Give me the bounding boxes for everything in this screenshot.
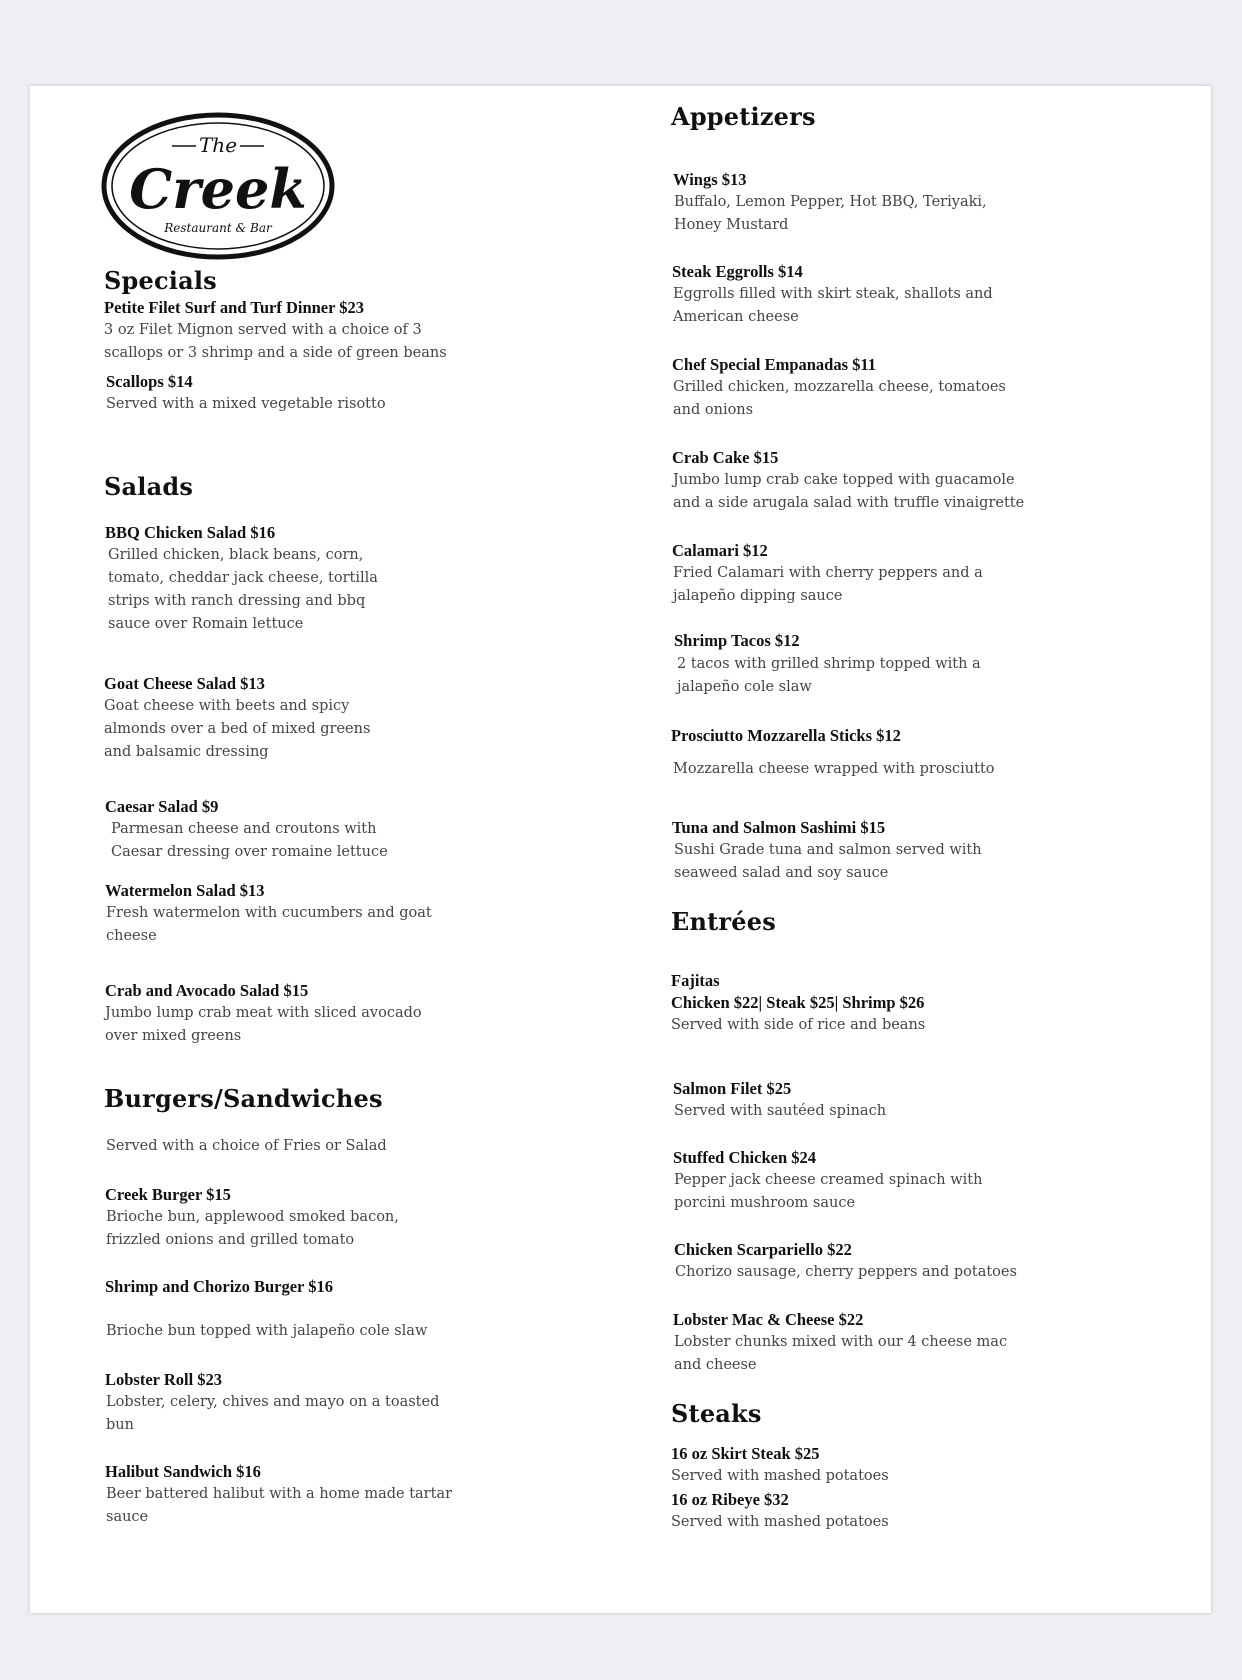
item-desc: Fried Calamari with cherry peppers and a jalapeño dipping sauce: [673, 565, 983, 604]
section-title-burgers: Burgers/Sandwiches: [104, 1084, 383, 1113]
logo-sub-text: Restaurant & Bar: [164, 221, 272, 235]
section-title-entrees: Entrées: [671, 907, 776, 936]
item-desc: Buffalo, Lemon Pepper, Hot BBQ, Teriyaki, Honey Mustard: [674, 194, 987, 233]
item-name: Watermelon Salad $13: [105, 881, 265, 900]
item-desc: Lobster chunks mixed with our 4 cheese mac and cheese: [674, 1334, 1008, 1373]
item-name: Caesar Salad $9: [105, 797, 219, 816]
menu-item: [105, 1184, 399, 1252]
item-desc: Brioche bun, applewood smoked bacon, frizzled onions and grilled tomato: [106, 1209, 399, 1248]
item-desc: Chorizo sausage, cherry peppers and potatoes: [675, 1264, 1017, 1280]
menu-item: [105, 1369, 439, 1437]
menu-item: [673, 1309, 1007, 1377]
item-name: Goat Cheese Salad $13: [104, 674, 265, 693]
item-name: Petite Filet Surf and Turf Dinner $23: [104, 298, 365, 317]
menu-item: [672, 817, 982, 885]
section-title-specials: Specials: [104, 266, 217, 295]
item-name: Crab and Avocado Salad $15: [105, 981, 309, 1000]
section-burgers: [104, 1084, 383, 1113]
item-name: Chicken Scarpariello $22: [674, 1240, 852, 1259]
item-desc: 2 tacos with grilled shrimp topped with a jalapeño cole slaw: [677, 656, 981, 695]
menu-item: [673, 1147, 982, 1215]
item-desc: Served with mashed potatoes: [671, 1514, 889, 1530]
menu-item: [672, 447, 1024, 515]
menu-item: [672, 540, 983, 608]
item-name: Tuna and Salmon Sashimi $15: [672, 818, 886, 837]
item-desc: Served with sautéed spinach: [674, 1103, 887, 1119]
burgers-note: Served with a choice of Fries or Salad: [106, 1138, 387, 1154]
menu-item: [104, 297, 447, 365]
menu-item: [672, 261, 993, 329]
item-name: Fajitas: [671, 971, 720, 990]
section-salads: [104, 472, 193, 501]
item-desc: 3 oz Filet Mignon served with a choice of 3 scallops or 3 shrimp and a side of green beans: [104, 322, 447, 361]
item-desc: Grilled chicken, mozzarella cheese, tomatoes and onions: [673, 379, 1006, 418]
item-desc: Served with mashed potatoes: [671, 1468, 889, 1484]
menu-item: [104, 673, 370, 764]
menu-page: [30, 86, 1211, 1613]
fajitas-prices: Chicken $22| Steak $25| Shrimp $26: [671, 993, 925, 1012]
item-desc: Brioche bun topped with jalapeño cole slaw: [106, 1323, 428, 1339]
item-name: Creek Burger $15: [105, 1185, 231, 1204]
item-desc: Jumbo lump crab meat with sliced avocado over mixed greens: [105, 1005, 422, 1044]
item-desc: Sushi Grade tuna and salmon served with seaweed salad and soy sauce: [674, 842, 982, 881]
menu-item: [674, 1239, 1017, 1284]
section-title-salads: Salads: [104, 472, 194, 501]
item-name: BBQ Chicken Salad $16: [105, 523, 276, 542]
menu-item: [105, 522, 378, 636]
menu-item: [105, 1276, 427, 1343]
item-name: Prosciutto Mozzarella Sticks $12: [671, 726, 901, 745]
menu-item: [674, 630, 981, 699]
item-name: Wings $13: [673, 170, 747, 189]
logo-main-text: Creek: [129, 157, 307, 221]
menu-item: [671, 1443, 889, 1488]
item-desc: Mozzarella cheese wrapped with prosciutto: [673, 761, 995, 777]
menu-item: [105, 796, 388, 864]
menu-item: [673, 1078, 886, 1123]
section-title-steaks: Steaks: [671, 1399, 762, 1428]
menu-item: [105, 880, 432, 948]
item-name: Crab Cake $15: [672, 448, 779, 467]
item-desc: Served with side of rice and beans: [671, 1017, 926, 1033]
item-name: Shrimp Tacos $12: [674, 631, 800, 650]
item-name: Calamari $12: [672, 541, 768, 560]
menu-item: [671, 1489, 889, 1534]
item-name: Salmon Filet $25: [673, 1079, 792, 1098]
item-desc: Goat cheese with beets and spicy almonds over a bed of mixed greens and balsamic dressing: [104, 698, 371, 760]
creek-logo: [100, 108, 340, 264]
section-specials: [104, 266, 447, 416]
item-desc: Beer battered halibut with a home made tartar sauce: [106, 1486, 452, 1525]
logo-top-text: The: [198, 133, 238, 157]
menu-item: [105, 980, 422, 1048]
item-desc: Eggrolls filled with skirt steak, shallots and American cheese: [673, 286, 993, 325]
item-desc: Parmesan cheese and croutons with Caesar dressing over romaine lettuce: [111, 821, 388, 860]
item-name: Lobster Mac & Cheese $22: [673, 1310, 864, 1329]
item-name: Scallops $14: [106, 372, 193, 391]
menu-item: [673, 169, 987, 237]
menu-item: [105, 1461, 452, 1529]
item-desc: Pepper jack cheese creamed spinach with porcini mushroom sauce: [674, 1172, 983, 1211]
item-desc: Lobster, celery, chives and mayo on a toasted bun: [106, 1394, 440, 1433]
item-desc: Grilled chicken, black beans, corn, tomato, cheddar jack cheese, tortilla strips with ranch dressing and bbq sauce over Romain lettuce: [108, 547, 378, 632]
menu-item: [106, 371, 449, 416]
menu-item: [671, 725, 995, 781]
item-name: 16 oz Ribeye $32: [671, 1490, 789, 1509]
menu-item-fajitas: [671, 970, 925, 1037]
item-name: Steak Eggrolls $14: [672, 262, 803, 281]
section-title-appetizers: Appetizers: [671, 102, 816, 131]
item-name: Halibut Sandwich $16: [105, 1462, 261, 1481]
item-desc: Jumbo lump crab cake topped with guacamole and a side arugala salad with truffle vinaigrette: [673, 472, 1025, 511]
item-name: Stuffed Chicken $24: [673, 1148, 817, 1167]
item-name: 16 oz Skirt Steak $25: [671, 1444, 820, 1463]
item-name: Chef Special Empanadas $11: [672, 355, 876, 374]
item-name: Shrimp and Chorizo Burger $16: [105, 1277, 333, 1296]
item-name: Lobster Roll $23: [105, 1370, 223, 1389]
menu-item: [672, 354, 1006, 422]
item-desc: Served with a mixed vegetable risotto: [106, 396, 386, 412]
item-desc: Fresh watermelon with cucumbers and goat cheese: [106, 905, 432, 944]
